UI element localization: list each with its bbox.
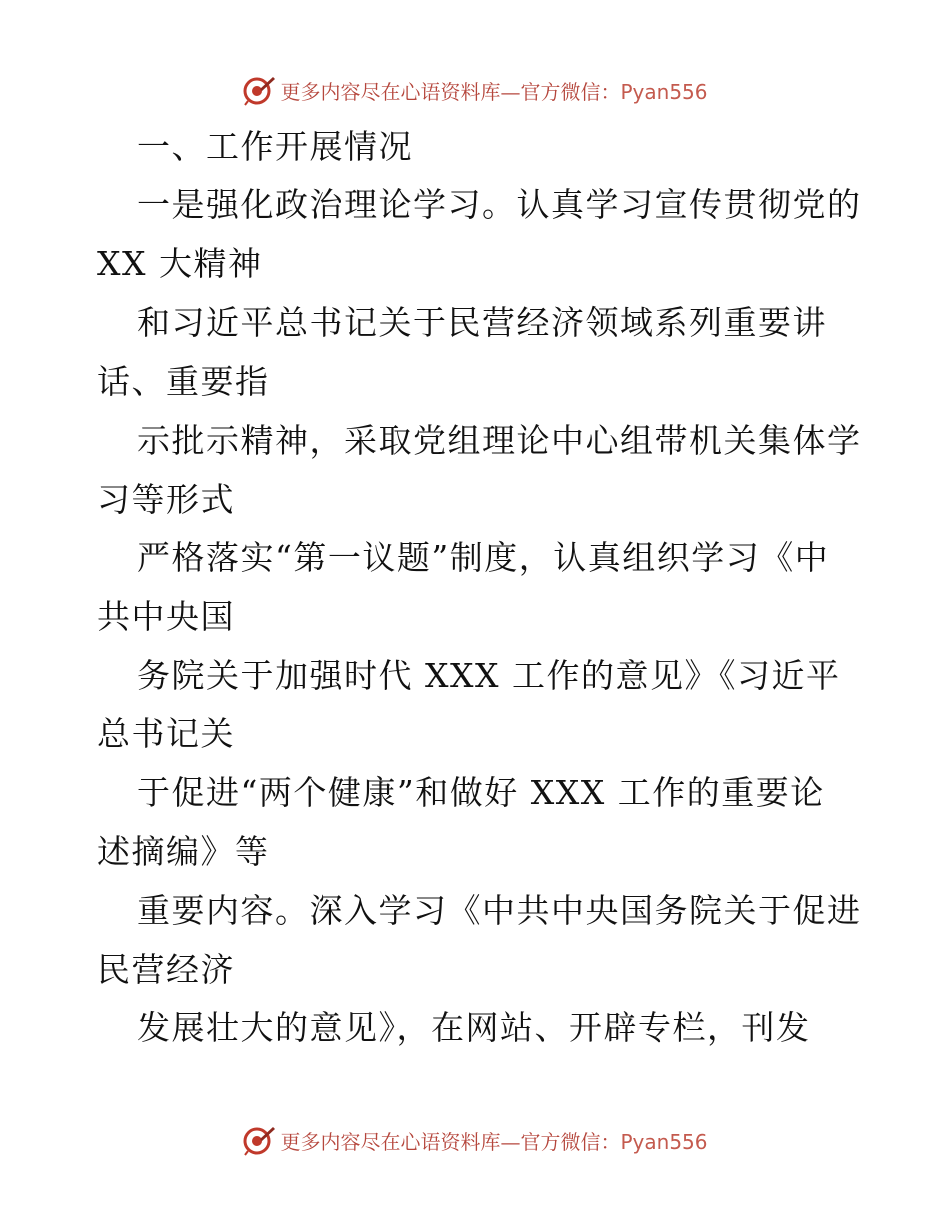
watermark-text: 更多内容尽在心语资料库—官方微信：Pyan556 [280,79,708,104]
text-line: 和习近平总书记关于民营经济领域系列重要讲 [137,303,827,342]
text-line: 严格落实“第一议题”制度，认真组织学习《中 [137,538,830,577]
text-line: 总书记关 [97,714,235,753]
text-line: 话、重要指 [97,362,270,401]
text-line: 民营经济 [97,950,235,989]
text-line: 述摘编》等 [97,832,270,871]
watermark-text: 更多内容尽在心语资料库—官方微信：Pyan556 [280,1129,708,1154]
brand-logo-icon [242,73,276,107]
watermark-header [0,70,950,110]
text-line: 共中央国 [97,597,235,636]
brand-logo-icon [242,1123,276,1157]
text-line: 一是强化政治理论学习。认真学习宣传贯彻党的 [137,185,862,224]
wechat-id: Pyan556 [620,79,708,104]
text-line: 发展壮大的意见》，在网站、开辟专栏，刊发 [137,1008,811,1047]
text-line: 于促进“两个健康”和做好 XXX 工作的重要论 [137,773,825,812]
text-line: XX 大精神 [97,244,263,283]
text-line: 习等形式 [97,480,235,519]
text-line: 务院关于加强时代 XXX 工作的意见》《习近平 [137,656,841,695]
text-line: 重要内容。深入学习《中共中央国务院关于促进 [137,891,862,930]
section-heading: 一、工作开展情况 [137,127,413,166]
wechat-id: Pyan556 [620,1129,708,1154]
watermark-footer [0,1120,950,1160]
text-line: 示批示精神，采取党组理论中心组带机关集体学 [137,421,862,460]
